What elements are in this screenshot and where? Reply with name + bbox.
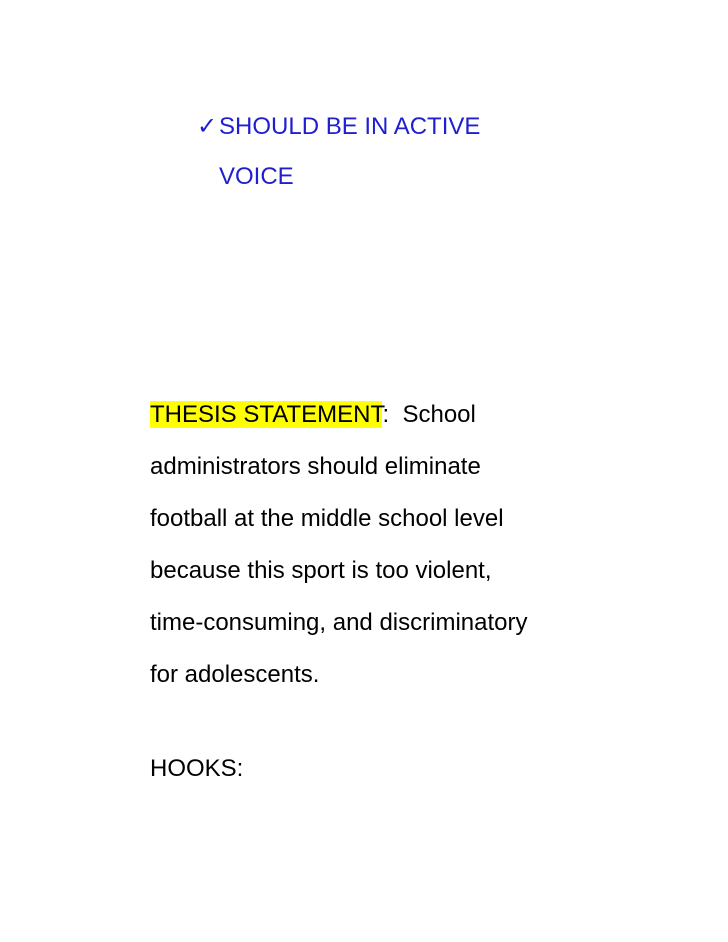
checklist-line-1 <box>197 102 557 152</box>
thesis-line: for adolescents. <box>150 661 320 688</box>
thesis-label: THESIS STATEMENT <box>150 401 383 428</box>
hooks-heading: HOOKS: <box>150 755 244 782</box>
thesis-label-suffix: : School <box>382 401 476 428</box>
thesis-line: because this sport is too violent, <box>150 557 492 584</box>
checklist-text-line-1: SHOULD BE IN ACTIVE <box>219 113 481 140</box>
thesis-line: time-consuming, and discriminatory <box>150 609 528 636</box>
checklist-item-active-voice <box>197 102 557 202</box>
thesis-line: football at the middle school level <box>150 505 504 532</box>
thesis-first-line <box>150 389 620 441</box>
thesis-line: administrators should eliminate <box>150 453 481 480</box>
thesis-statement <box>150 389 620 701</box>
checkmark-icon: ✓ <box>197 113 218 140</box>
checklist-text-line-2: VOICE <box>219 163 294 190</box>
